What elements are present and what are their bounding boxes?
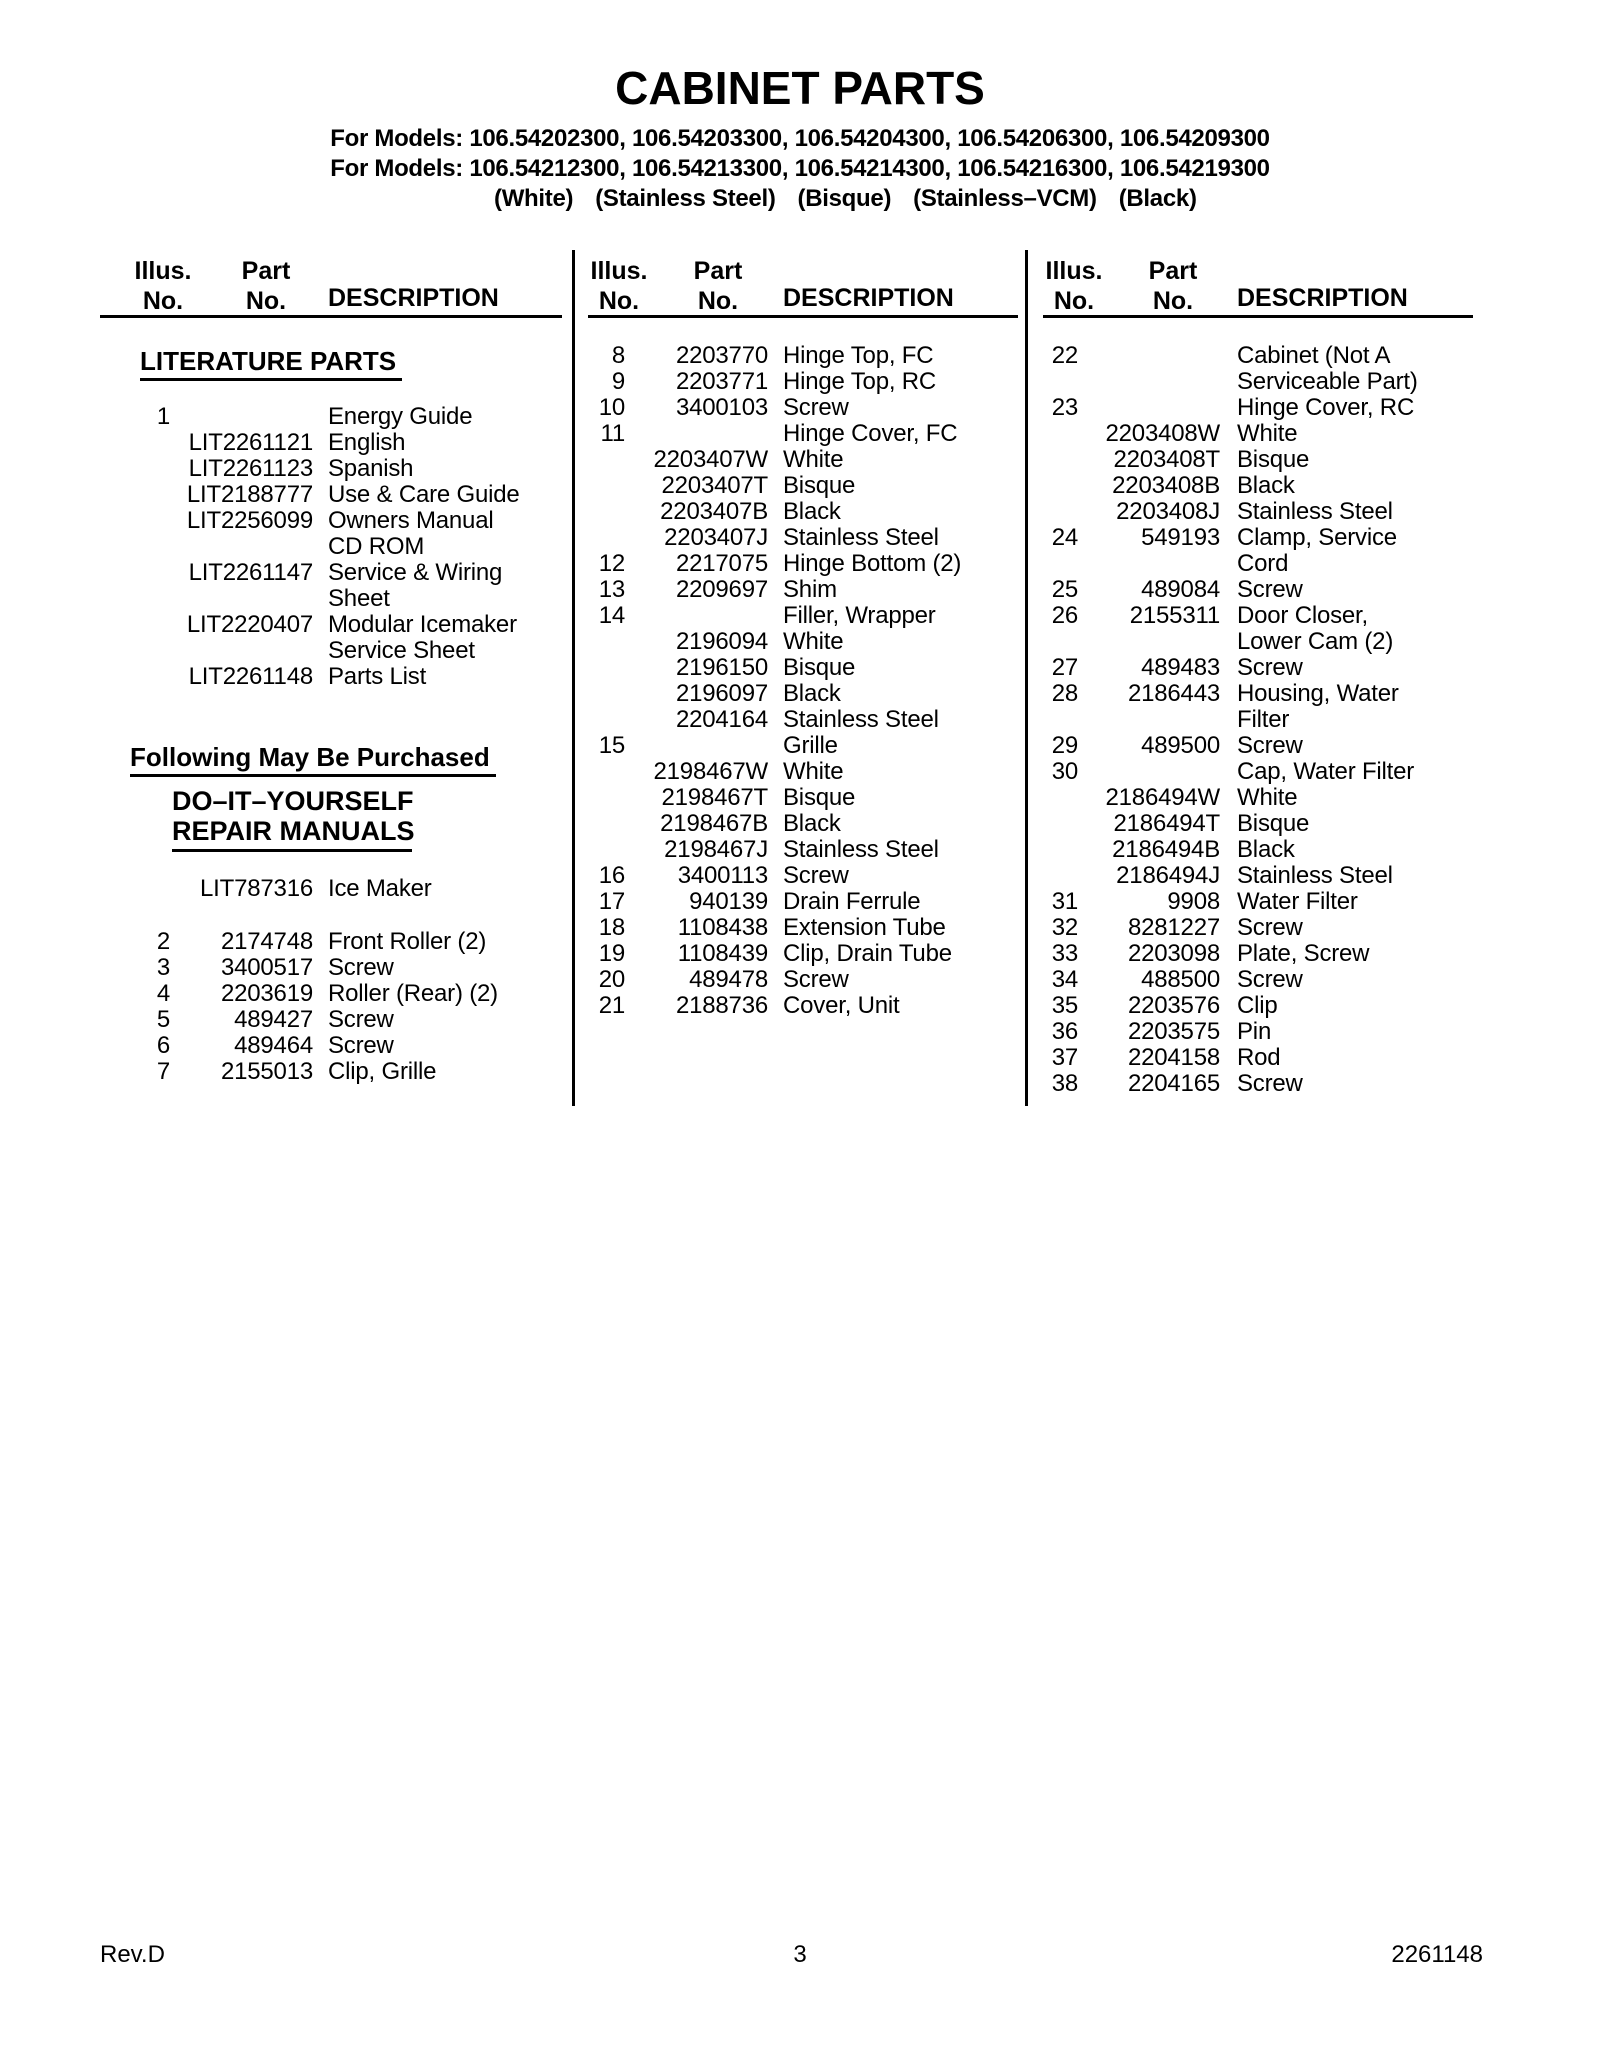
illus-no-cell: 31 (1051, 888, 1078, 915)
parts-rows (1043, 343, 1473, 1097)
illus-no-cell: 3 (156, 954, 170, 981)
description-cell: Black (1237, 836, 1295, 863)
section-heading: LITERATURE PARTS (140, 348, 402, 381)
description-cell: Front Roller (2) (328, 928, 487, 955)
illus-no-cell: 20 (598, 966, 625, 993)
illus-no-cell: 30 (1051, 758, 1078, 785)
part-no-label: No. (697, 287, 739, 315)
part-row (588, 811, 1018, 837)
part-row (1043, 551, 1473, 577)
illus-no-cell: 2 (156, 928, 170, 955)
parts-column-3 (1043, 256, 1473, 1097)
part-row (1043, 707, 1473, 733)
part-row (100, 534, 562, 560)
description-cell: Stainless Steel (1237, 862, 1393, 889)
description-cell: Cover, Unit (783, 992, 900, 1019)
illus-no-cell: 6 (156, 1032, 170, 1059)
description-cell: Water Filter (1237, 888, 1358, 915)
part-no-label: No. (1152, 287, 1194, 315)
part-no-cell: LIT2261148 (188, 663, 313, 690)
description-cell: Clip (1237, 992, 1278, 1019)
part-row (588, 681, 1018, 707)
description-cell: Bisque (783, 472, 856, 499)
footer-revision: Rev.D (100, 1941, 165, 1968)
part-row (1043, 629, 1473, 655)
illus-no-cell: 22 (1051, 342, 1078, 369)
illus-no-cell: 28 (1051, 680, 1078, 707)
description-cell: Screw (328, 1032, 394, 1059)
part-row (100, 1007, 562, 1033)
illus-no-label: No. (1053, 287, 1095, 315)
description-cell: White (1237, 784, 1298, 811)
part-no-cell: 2186494J (1116, 862, 1220, 889)
part-row (1043, 733, 1473, 759)
illus-no-cell: 17 (598, 888, 625, 915)
part-row (1043, 343, 1473, 369)
subsection-heading (172, 786, 415, 852)
description-cell: Bisque (1237, 446, 1310, 473)
description-cell: Stainless Steel (783, 524, 939, 551)
part-no-cell: 2204165 (1127, 1070, 1220, 1097)
page-title: CABINET PARTS (615, 62, 985, 114)
illus-no-cell: 1 (156, 403, 170, 430)
description-header: DESCRIPTION (783, 284, 954, 312)
description-cell: Stainless Steel (783, 836, 939, 863)
column-header (588, 256, 1018, 318)
illus-no-cell: 19 (598, 940, 625, 967)
part-row (588, 863, 1018, 889)
finish-label: (Bisque) (797, 185, 892, 212)
models-line-2: For Models: 106.54212300, 106.54213300, 106.54214300, 106.54216300, 106.54219300 (330, 155, 1270, 182)
part-row (588, 915, 1018, 941)
part-row (588, 343, 1018, 369)
part-row (1043, 915, 1473, 941)
part-no-header (236, 256, 296, 316)
part-row (1043, 525, 1473, 551)
part-row (1043, 395, 1473, 421)
description-header: DESCRIPTION (328, 284, 499, 312)
part-row (1043, 421, 1473, 447)
footer-page-number: 3 (793, 1941, 807, 1968)
part-row (100, 586, 562, 612)
column-body (588, 343, 1018, 1019)
description-cell: Filter (1237, 706, 1290, 733)
part-row (100, 664, 562, 690)
description-cell: Clip, Grille (328, 1058, 437, 1085)
part-row (588, 603, 1018, 629)
description-cell: Energy Guide (328, 403, 473, 430)
part-row (588, 967, 1018, 993)
part-no-cell: LIT787316 (200, 875, 313, 902)
illus-no-cell: 12 (598, 550, 625, 577)
description-cell: Screw (1237, 1070, 1303, 1097)
description-cell: Black (783, 810, 841, 837)
part-no-cell: 489427 (234, 1006, 313, 1033)
part-row (588, 993, 1018, 1019)
description-cell: Roller (Rear) (2) (328, 980, 498, 1007)
part-no-cell: 2203407T (661, 472, 768, 499)
part-row (1043, 863, 1473, 889)
illus-no-header (588, 256, 650, 316)
illus-no-cell: 7 (156, 1058, 170, 1085)
part-header-label: Part (241, 257, 291, 285)
part-no-cell: 2186443 (1127, 680, 1220, 707)
part-no-header (688, 256, 748, 316)
illus-no-cell: 25 (1051, 576, 1078, 603)
part-no-cell: 2188736 (675, 992, 768, 1019)
part-row (588, 733, 1018, 759)
part-row (100, 638, 562, 664)
part-no-cell: LIT2261121 (188, 429, 313, 456)
part-row (588, 395, 1018, 421)
parts-rows (100, 876, 562, 902)
part-no-cell: 2186494B (1112, 836, 1220, 863)
part-row (1043, 941, 1473, 967)
part-no-cell: 2155311 (1129, 602, 1220, 629)
illus-no-cell: 23 (1051, 394, 1078, 421)
part-no-cell: 3400113 (677, 862, 768, 889)
part-no-cell: 2204164 (675, 706, 768, 733)
part-no-cell: 2155013 (220, 1058, 313, 1085)
illus-no-cell: 37 (1051, 1044, 1078, 1071)
illus-header-label: Illus. (590, 257, 648, 285)
illus-no-cell: 15 (598, 732, 625, 759)
illus-no-label: No. (598, 287, 640, 315)
illus-no-cell: 24 (1051, 524, 1078, 551)
part-row (100, 482, 562, 508)
finish-label: (Black) (1118, 185, 1197, 212)
description-cell: Extension Tube (783, 914, 946, 941)
part-row (588, 785, 1018, 811)
part-row (588, 629, 1018, 655)
part-row (588, 759, 1018, 785)
description-cell: English (328, 429, 406, 456)
description-cell: Cap, Water Filter (1237, 758, 1415, 785)
description-cell: Stainless Steel (1237, 498, 1393, 525)
part-row (1043, 369, 1473, 395)
description-cell: Clip, Drain Tube (783, 940, 952, 967)
part-row (1043, 603, 1473, 629)
part-no-cell: 8281227 (1127, 914, 1220, 941)
description-cell: Plate, Screw (1237, 940, 1370, 967)
part-row (100, 508, 562, 534)
part-row (100, 404, 562, 430)
part-header-label: Part (693, 257, 743, 285)
part-row (588, 577, 1018, 603)
description-cell: Screw (328, 954, 394, 981)
illus-no-label: No. (142, 287, 184, 315)
part-row (1043, 473, 1473, 499)
part-no-cell: 2203576 (1127, 992, 1220, 1019)
illus-no-cell: 14 (598, 602, 625, 629)
part-row (588, 837, 1018, 863)
illus-no-cell: 36 (1051, 1018, 1078, 1045)
part-no-cell: 2174748 (220, 928, 313, 955)
illus-no-header (1043, 256, 1105, 316)
description-cell: Screw (783, 966, 849, 993)
description-cell: Bisque (783, 784, 856, 811)
description-cell: Spanish (328, 455, 414, 482)
description-cell: Screw (783, 862, 849, 889)
illus-no-cell: 5 (156, 1006, 170, 1033)
part-row (1043, 499, 1473, 525)
part-row (1043, 681, 1473, 707)
part-no-cell: 549193 (1141, 524, 1220, 551)
illus-no-cell: 18 (598, 914, 625, 941)
part-row (1043, 577, 1473, 603)
illus-no-cell: 34 (1051, 966, 1078, 993)
description-cell: Bisque (1237, 810, 1310, 837)
part-row (100, 560, 562, 586)
description-cell: Service Sheet (328, 637, 475, 664)
part-row (1043, 967, 1473, 993)
description-cell: Pin (1237, 1018, 1272, 1045)
column-body (100, 348, 562, 1085)
part-row (588, 941, 1018, 967)
illus-no-cell: 29 (1051, 732, 1078, 759)
part-row (1043, 993, 1473, 1019)
finish-labels (494, 184, 1197, 214)
part-row (1043, 655, 1473, 681)
part-row (100, 929, 562, 955)
description-cell: Service & Wiring (328, 559, 503, 586)
part-no-cell: 2203408T (1113, 446, 1220, 473)
part-row (100, 1033, 562, 1059)
part-no-label: No. (245, 287, 287, 315)
illus-no-cell: 21 (598, 992, 625, 1019)
part-no-cell: 2186494T (1113, 810, 1220, 837)
description-cell: Screw (1237, 654, 1303, 681)
part-row (100, 612, 562, 638)
description-cell: Cabinet (Not A (1237, 342, 1391, 369)
description-cell: Screw (783, 394, 849, 421)
part-no-cell: 2203575 (1127, 1018, 1220, 1045)
illus-header-label: Illus. (134, 257, 192, 285)
part-row (588, 369, 1018, 395)
description-cell: Screw (1237, 966, 1303, 993)
description-cell: Shim (783, 576, 837, 603)
illus-no-cell: 8 (611, 342, 625, 369)
part-no-cell: 2198467B (660, 810, 768, 837)
part-row (1043, 1045, 1473, 1071)
illus-no-header (132, 256, 194, 316)
part-no-cell: 1108438 (677, 914, 768, 941)
column-header (1043, 256, 1473, 318)
illus-header-label: Illus. (1045, 257, 1103, 285)
models-line-1: For Models: 106.54202300, 106.54203300, 106.54204300, 106.54206300, 106.54209300 (330, 125, 1270, 152)
part-no-cell: 2203408J (1116, 498, 1220, 525)
parts-column-2 (588, 256, 1018, 1019)
column-divider-1 (572, 250, 575, 1106)
description-cell: Modular Icemaker (328, 611, 517, 638)
part-row (588, 707, 1018, 733)
part-no-cell: 2186494W (1105, 784, 1220, 811)
parts-column-1 (100, 256, 562, 1085)
description-cell: White (783, 628, 844, 655)
illus-no-cell: 13 (598, 576, 625, 603)
footer-doc-number: 2261148 (1391, 1941, 1483, 1968)
part-row (588, 655, 1018, 681)
description-cell: Sheet (328, 585, 390, 612)
part-no-cell: 2203408W (1105, 420, 1220, 447)
description-cell: Parts List (328, 663, 427, 690)
parts-rows (588, 343, 1018, 1019)
part-row (100, 1059, 562, 1085)
part-no-cell: 2196094 (675, 628, 768, 655)
part-no-header (1143, 256, 1203, 316)
part-no-cell: 2203770 (675, 342, 768, 369)
part-row (100, 955, 562, 981)
illus-no-cell: 33 (1051, 940, 1078, 967)
part-row (1043, 1019, 1473, 1045)
description-cell: Ice Maker (328, 875, 432, 902)
part-row (588, 889, 1018, 915)
part-no-cell: LIT2261147 (188, 559, 313, 586)
part-no-cell: 489500 (1141, 732, 1220, 759)
part-no-cell: 2203407W (653, 446, 768, 473)
description-cell: Serviceable Part) (1237, 368, 1418, 395)
subsection-heading-line: REPAIR MANUALS (172, 816, 415, 846)
description-cell: Screw (1237, 914, 1303, 941)
description-cell: CD ROM (328, 533, 425, 560)
part-row (1043, 837, 1473, 863)
illus-no-cell: 4 (156, 980, 170, 1007)
part-row (1043, 759, 1473, 785)
illus-no-cell: 35 (1051, 992, 1078, 1019)
part-row (1043, 811, 1473, 837)
illus-no-cell: 9 (611, 368, 625, 395)
description-cell: White (783, 758, 844, 785)
description-cell: Lower Cam (2) (1237, 628, 1394, 655)
subsection-heading-line: DO–IT–YOURSELF (172, 786, 414, 816)
part-no-cell: 3400103 (675, 394, 768, 421)
description-cell: Housing, Water (1237, 680, 1399, 707)
description-cell: Use & Care Guide (328, 481, 520, 508)
part-no-cell: 2203098 (1127, 940, 1220, 967)
finish-label: (Stainless–VCM) (913, 185, 1097, 212)
part-no-cell: 2217075 (675, 550, 768, 577)
description-header: DESCRIPTION (1237, 284, 1408, 312)
description-cell: Rod (1237, 1044, 1281, 1071)
part-no-cell: LIT2256099 (186, 507, 313, 534)
part-row (100, 430, 562, 456)
part-row (100, 981, 562, 1007)
part-no-cell: 2198467W (653, 758, 768, 785)
part-no-cell: 489084 (1141, 576, 1220, 603)
description-cell: Owners Manual (328, 507, 494, 534)
description-cell: Black (1237, 472, 1295, 499)
column-body (1043, 343, 1473, 1097)
description-cell: Screw (1237, 576, 1303, 603)
part-row (1043, 447, 1473, 473)
part-no-cell: 2203619 (220, 980, 313, 1007)
illus-no-cell: 10 (598, 394, 625, 421)
description-cell: Clamp, Service (1237, 524, 1397, 551)
part-no-cell: 2196150 (675, 654, 768, 681)
part-no-cell: 2204158 (1127, 1044, 1220, 1071)
parts-rows (100, 404, 562, 690)
part-no-cell: 2196097 (675, 680, 768, 707)
part-no-cell: 2209697 (675, 576, 768, 603)
parts-rows (100, 929, 562, 1085)
part-no-cell: 489483 (1141, 654, 1220, 681)
part-row (100, 876, 562, 902)
part-row (588, 473, 1018, 499)
part-no-cell: 489464 (234, 1032, 313, 1059)
description-cell: Hinge Top, RC (783, 368, 937, 395)
part-row (588, 499, 1018, 525)
part-row (588, 551, 1018, 577)
part-no-cell: 2203407B (660, 498, 768, 525)
description-cell: White (783, 446, 844, 473)
part-no-cell: 2203408B (1112, 472, 1220, 499)
part-row (588, 421, 1018, 447)
part-no-cell: 488500 (1141, 966, 1220, 993)
description-cell: Stainless Steel (783, 706, 939, 733)
column-header (100, 256, 562, 318)
description-cell: Black (783, 680, 841, 707)
part-no-cell: LIT2261123 (188, 455, 313, 482)
part-row (588, 447, 1018, 473)
part-row (1043, 889, 1473, 915)
illus-no-cell: 27 (1051, 654, 1078, 681)
description-cell: Hinge Bottom (2) (783, 550, 962, 577)
part-no-cell: 2198467T (661, 784, 768, 811)
description-cell: Cord (1237, 550, 1289, 577)
part-no-cell: LIT2220407 (186, 611, 313, 638)
part-no-cell: 1108439 (677, 940, 768, 967)
description-cell: Hinge Cover, RC (1237, 394, 1415, 421)
part-no-cell: 940139 (689, 888, 768, 915)
part-no-cell: LIT2188777 (186, 481, 313, 508)
part-no-cell: 3400517 (220, 954, 313, 981)
illus-no-cell: 38 (1051, 1070, 1078, 1097)
description-cell: Filler, Wrapper (783, 602, 936, 629)
part-no-cell: 2203407J (664, 524, 768, 551)
illus-no-cell: 11 (600, 420, 625, 447)
description-cell: Hinge Top, FC (783, 342, 934, 369)
illus-no-cell: 32 (1051, 914, 1078, 941)
description-cell: Bisque (783, 654, 856, 681)
finish-label: (Stainless Steel) (595, 185, 776, 212)
description-cell: Door Closer, (1237, 602, 1368, 629)
part-no-cell: 2198467J (664, 836, 768, 863)
part-no-cell: 9908 (1167, 888, 1220, 915)
part-row (100, 456, 562, 482)
description-cell: Black (783, 498, 841, 525)
description-cell: White (1237, 420, 1298, 447)
finish-label: (White) (494, 185, 574, 212)
part-row (1043, 785, 1473, 811)
part-no-cell: 2203771 (675, 368, 768, 395)
description-cell: Screw (328, 1006, 394, 1033)
column-divider-2 (1025, 250, 1028, 1106)
part-no-cell: 489478 (689, 966, 768, 993)
illus-no-cell: 16 (598, 862, 625, 889)
part-header-label: Part (1148, 257, 1198, 285)
description-cell: Screw (1237, 732, 1303, 759)
section-heading: Following May Be Purchased (130, 744, 496, 777)
description-cell: Grille (783, 732, 838, 759)
part-row (588, 525, 1018, 551)
illus-no-cell: 26 (1051, 602, 1078, 629)
description-cell: Hinge Cover, FC (783, 420, 958, 447)
description-cell: Drain Ferrule (783, 888, 921, 915)
part-row (1043, 1071, 1473, 1097)
